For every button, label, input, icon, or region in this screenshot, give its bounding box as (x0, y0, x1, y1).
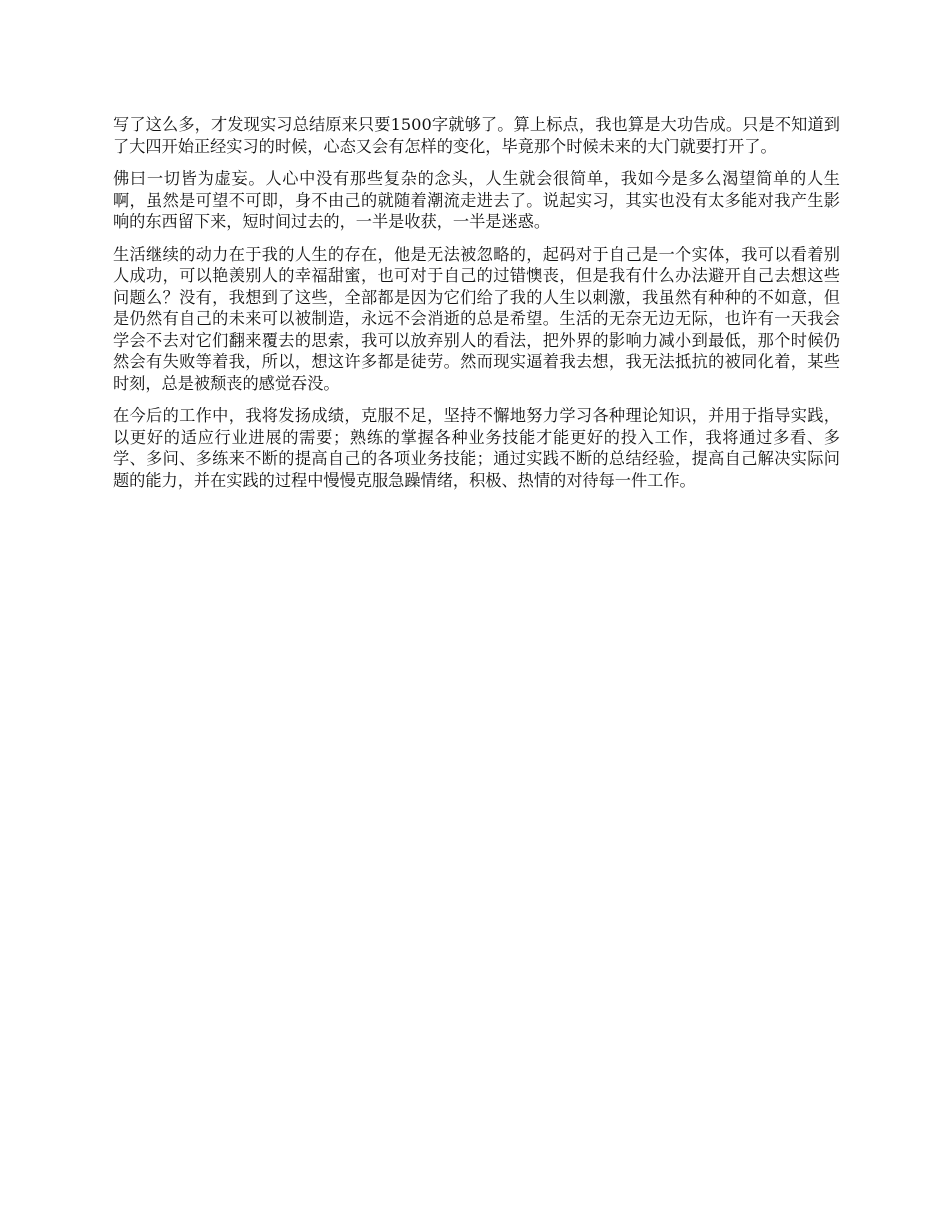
paragraph-4: 在今后的工作中，我将发扬成绩，克服不足，坚持不懈地努力学习各种理论知识，并用于指导实践，以更好的适应行业进展的需要；熟练的掌握各种业务技能才能更好的投入工作，我将通过多看、多学、多问、多练来不断的提高自己的各项业务技能；通过实践不断的总结经验，提高自己解决实际问题的能力，并在实践的过程中慢慢克服急躁情绪，积极、热情的对待每一件工作。 (113, 406, 840, 490)
paragraph-1: 写了这么多，才发现实习总结原来只要1500字就够了。算上标点，我也算是大功告成。只是不知道到了大四开始正经实习的时候，心态又会有怎样的变化，毕竟那个时候未来的大门就要打开了。 (113, 115, 840, 156)
document-body (113, 114, 840, 502)
paragraph-2: 佛曰一切皆为虚妄。人心中没有那些复杂的念头，人生就会很简单，我如今是多么渴望简单的人生啊，虽然是可望不可即，身不由己的就随着潮流走进去了。说起实习，其实也没有太多能对我产生影响的东西留下来，短时间过去的，一半是收获，一半是迷惑。 (113, 169, 840, 231)
paragraph-3: 生活继续的动力在于我的人生的存在，他是无法被忽略的，起码对于自己是一个实体，我可以看着别人成功，可以艳羡别人的幸福甜蜜，也可对于自己的过错懊丧，但是我有什么办法避开自己去想这些问题么？没有，我想到了这些，全部都是因为它们给了我的人生以刺激，我虽然有种种的不如意，但是仍然有自己的未来可以被制造，永远不会消逝的总是希望。生活的无奈无边无际，也许有一天我会学会不去对它们翻来覆去的思索，我可以放弃别人的看法，把外界的影响力减小到最低，那个时候仍然会有失败等着我，所以，想这许多都是徒劳。然而现实逼着我去想，我无法抵抗的被同化着，某些时刻，总是被颓丧的感觉吞没。 (113, 244, 840, 393)
